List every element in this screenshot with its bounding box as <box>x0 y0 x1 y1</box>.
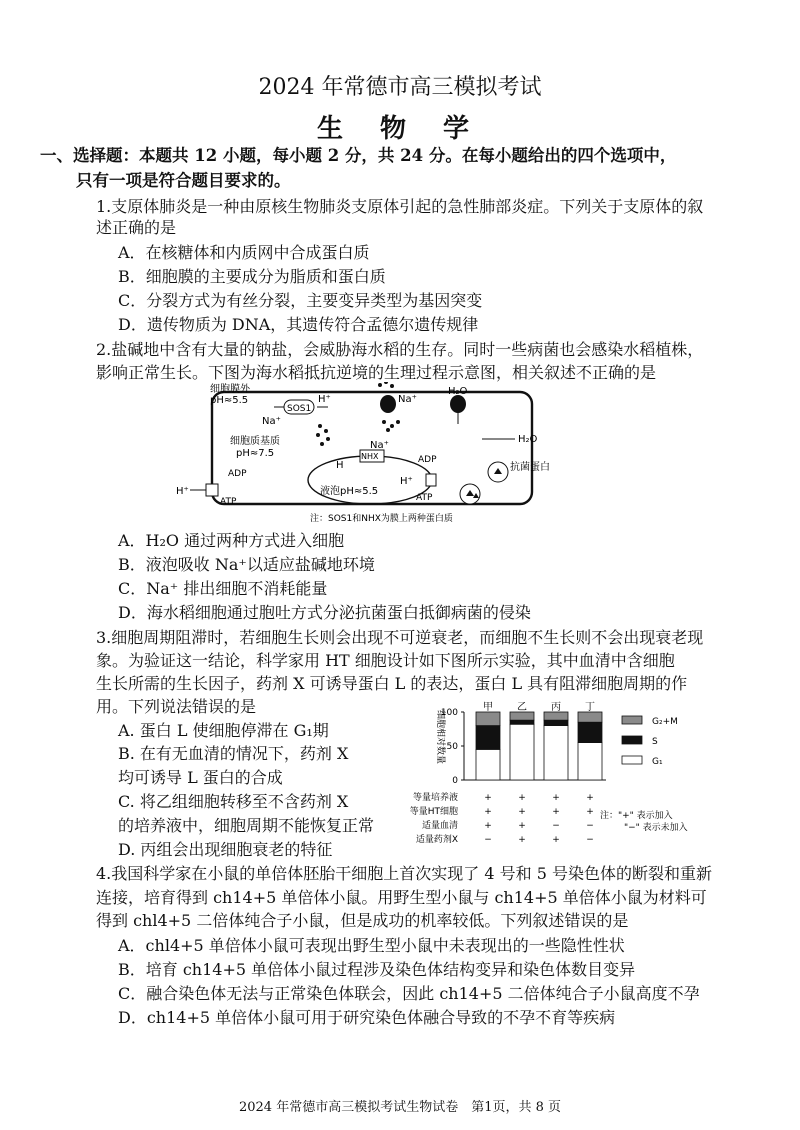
q1-stem-line1: 1.支原体肺炎是一种由原核生物肺炎支原体引起的急性肺部炎症。下列关于支原体的叙 <box>96 197 704 216</box>
q4-option-c: C．融合染色体无法与正常染色体联会，因此 ch14+5 二倍体纯合子小鼠高度不孕 <box>118 984 700 1003</box>
q1-option-a: A．在核糖体和内质网中合成蛋白质 <box>118 243 370 262</box>
vacuole-adp-label: ADP <box>418 455 437 465</box>
condition-cell: + <box>518 835 526 845</box>
y-tick-label: 50 <box>446 742 458 752</box>
bar-segment <box>578 722 602 742</box>
bar-segment <box>476 712 500 726</box>
condition-cell: + <box>552 835 560 845</box>
bar-segment <box>510 712 534 720</box>
bar-segment <box>544 726 568 780</box>
condition-cell: + <box>484 793 492 803</box>
bar-segment <box>544 712 568 720</box>
q3-note-2: "−" 表示未加入 <box>624 823 688 833</box>
q2-stem-line1: 2.盐碱地中含有大量的钠盐，会威胁海水稻的生存。同时一些病菌也会感染水稻植株， <box>96 340 704 359</box>
section-heading-line1: 一、选择题：本题共 12 小题，每小题 2 分，共 24 分。在每小题给出的四个选项中， <box>40 146 677 165</box>
q3-option-c-line1: C. 将乙组细胞转移至不含药剂 X <box>118 792 349 811</box>
q1-option-d: D．遗传物质为 DNA，其遗传符合孟德尔遗传规律 <box>118 315 479 334</box>
vacuole-ph-label: 液泡pH≈5.5 <box>320 486 379 497</box>
sos1-label: SOS1 <box>287 404 312 414</box>
condition-cell: − <box>484 835 492 845</box>
condition-row-label: 等量HT细胞 <box>409 807 458 817</box>
q1-option-c: C．分裂方式为有丝分裂，主要变异类型为基因突变 <box>118 291 483 310</box>
condition-cell: + <box>552 807 560 817</box>
q3-stem-line1: 3.细胞周期阻滞时，若细胞生长则会出现不可逆衰老，而细胞不生长则不会出现衰老现 <box>96 628 704 647</box>
condition-cell: + <box>518 807 526 817</box>
condition-cell: + <box>552 793 560 803</box>
q3-option-b-line2: 均可诱导 L 蛋白的合成 <box>118 768 283 787</box>
bar-segment <box>476 749 500 780</box>
legend-swatch <box>622 716 642 724</box>
category-label: 丁 <box>585 702 595 713</box>
condition-cell: + <box>586 793 594 803</box>
sos1-na-label: Na⁺ <box>262 416 281 427</box>
condition-cell: + <box>484 807 492 817</box>
pump-adp-label: ADP <box>228 469 247 479</box>
q4-option-b: B．培育 ch14+5 单倍体小鼠过程涉及染色体结构变异和染色体数目变异 <box>118 960 636 979</box>
legend-label: G₂+M <box>652 717 678 727</box>
cytoplasm-label: 细胞质基质 <box>230 436 280 447</box>
condition-cell: + <box>586 807 594 817</box>
exam-title: 2024 年常德市高三模拟考试 <box>258 75 542 100</box>
condition-cell: + <box>518 793 526 803</box>
q3-option-d: D. 丙组会出现细胞衰老的特征 <box>118 840 333 859</box>
q3-stem-line3: 生长所需的生长因子，药剂 X 可诱导蛋白 L 的表达，蛋白 L 具有阻滞细胞周期的作 <box>96 674 688 693</box>
q3-option-b-line1: B. 在有无血清的情况下，药剂 X <box>118 744 349 763</box>
q2-figure <box>170 382 570 527</box>
nhx-na-label: Na⁺ <box>370 440 389 451</box>
bar-segment <box>476 726 500 750</box>
cytoplasm-ph-label: pH≈7.5 <box>236 448 275 459</box>
vacuole-h-label: H⁺ <box>400 476 413 487</box>
vacuole-atp-label: ATP <box>416 493 433 503</box>
condition-cell: − <box>552 821 560 831</box>
pump-h-label: H⁺ <box>176 486 189 497</box>
figure-note: 注：SOS1和NHX为膜上两种蛋白质 <box>310 514 453 524</box>
q1-stem-line2: 述正确的是 <box>96 218 177 237</box>
subject-title: 生 物 学 <box>316 114 484 144</box>
bar-segment <box>510 724 534 780</box>
bar-segment <box>510 720 534 724</box>
q3-stem-line4: 用。下列说法错误的是 <box>96 697 257 716</box>
q3-note-1: 注："+" 表示加入 <box>600 811 673 821</box>
condition-row-label: 等量培养液 <box>412 793 458 803</box>
category-label: 丙 <box>551 702 561 713</box>
diffusion-h2o-label: H₂O <box>518 434 538 445</box>
outside-ph-label: pH≈5.5 <box>210 395 249 406</box>
q3-option-a: A. 蛋白 L 使细胞停滞在 G₁期 <box>118 721 329 740</box>
q2-option-a: A．H₂O 通过两种方式进入细胞 <box>118 531 345 550</box>
condition-cell: − <box>586 835 594 845</box>
antibacterial-triangles <box>466 468 502 498</box>
na-channel <box>380 395 396 413</box>
q2-stem-line2: 影响正常生长。下图为海水稻抵抗逆境的生理过程示意图，相关叙述不正确的是 <box>96 363 657 382</box>
bar-segment <box>578 743 602 780</box>
category-label: 乙 <box>517 702 527 713</box>
q4-stem-line3: 得到 chl4+5 二倍体纯合子小鼠，但是成功的机率较低。下列叙述错误的是 <box>96 911 629 930</box>
condition-cell: + <box>518 821 526 831</box>
bar-segment <box>544 720 568 725</box>
y-tick-label: 0 <box>452 776 458 786</box>
legend-label: S <box>652 737 658 747</box>
pump-atp-label: ATP <box>220 497 237 507</box>
q3-chart <box>400 700 730 860</box>
legend-swatch <box>622 756 642 764</box>
proton-pump <box>206 484 218 496</box>
q4-option-a: A．chl4+5 单倍体小鼠可表现出野生型小鼠中未表现出的一些隐性性状 <box>118 936 625 955</box>
bar-segment <box>578 712 602 722</box>
section-heading-line2: 只有一项是符合题目要求的。 <box>76 171 291 190</box>
q2-option-b: B．液泡吸收 Na⁺以适应盐碱地环境 <box>118 555 375 574</box>
q4-option-d: D．ch14+5 单倍体小鼠可用于研究染色体融合导致的不孕不育等疾病 <box>118 1008 616 1027</box>
q1-option-b: B．细胞膜的主要成分为脂质和蛋白质 <box>118 267 386 286</box>
category-label: 甲 <box>483 702 493 713</box>
legend-swatch <box>622 736 642 744</box>
vacuole-pump <box>426 474 436 486</box>
aquaporin-h2o-label: H₂O <box>448 386 468 397</box>
antibacterial-label: 抗菌蛋白 <box>510 462 550 473</box>
condition-row-label: 适量血清 <box>421 821 458 831</box>
condition-cell: − <box>586 821 594 831</box>
q4-stem-line1: 4.我国科学家在小鼠的单倍体胚胎干细胞上首次实现了 4 号和 5 号染色体的断裂和重新 <box>96 864 712 883</box>
nhx-h-label: H <box>336 460 344 471</box>
sos1-h-label: H⁺ <box>318 394 331 405</box>
outside-label: 细胞膜外 <box>210 384 250 395</box>
q3-option-c-line2: 的培养液中，细胞周期不能恢复正常 <box>118 816 375 835</box>
condition-row-label: 适量药剂X <box>415 835 458 845</box>
q3-chart-ylabel: 细胞相对数量 <box>435 710 445 765</box>
y-tick-label: 100 <box>440 708 458 718</box>
legend-label: G₁ <box>652 757 663 767</box>
nhx-label: NHX <box>361 452 379 461</box>
q3-stem-line2: 象。为验证这一结论，科学家用 HT 细胞设计如下图所示实验，其中血清中含细胞 <box>96 651 675 670</box>
channel-na-label: Na⁺ <box>398 394 417 405</box>
q2-option-c: C．Na⁺ 排出细胞不消耗能量 <box>118 579 328 598</box>
page-footer: 2024 年常德市高三模拟考试生物试卷 第1页，共 8 页 <box>238 1100 562 1115</box>
condition-cell: + <box>484 821 492 831</box>
q2-option-d: D．海水稻细胞通过胞吐方式分泌抗菌蛋白抵御病菌的侵染 <box>118 603 531 622</box>
q4-stem-line2: 连接，培育得到 ch14+5 单倍体小鼠。用野生型小鼠与 ch14+5 单倍体小鼠为材料可 <box>96 888 707 907</box>
